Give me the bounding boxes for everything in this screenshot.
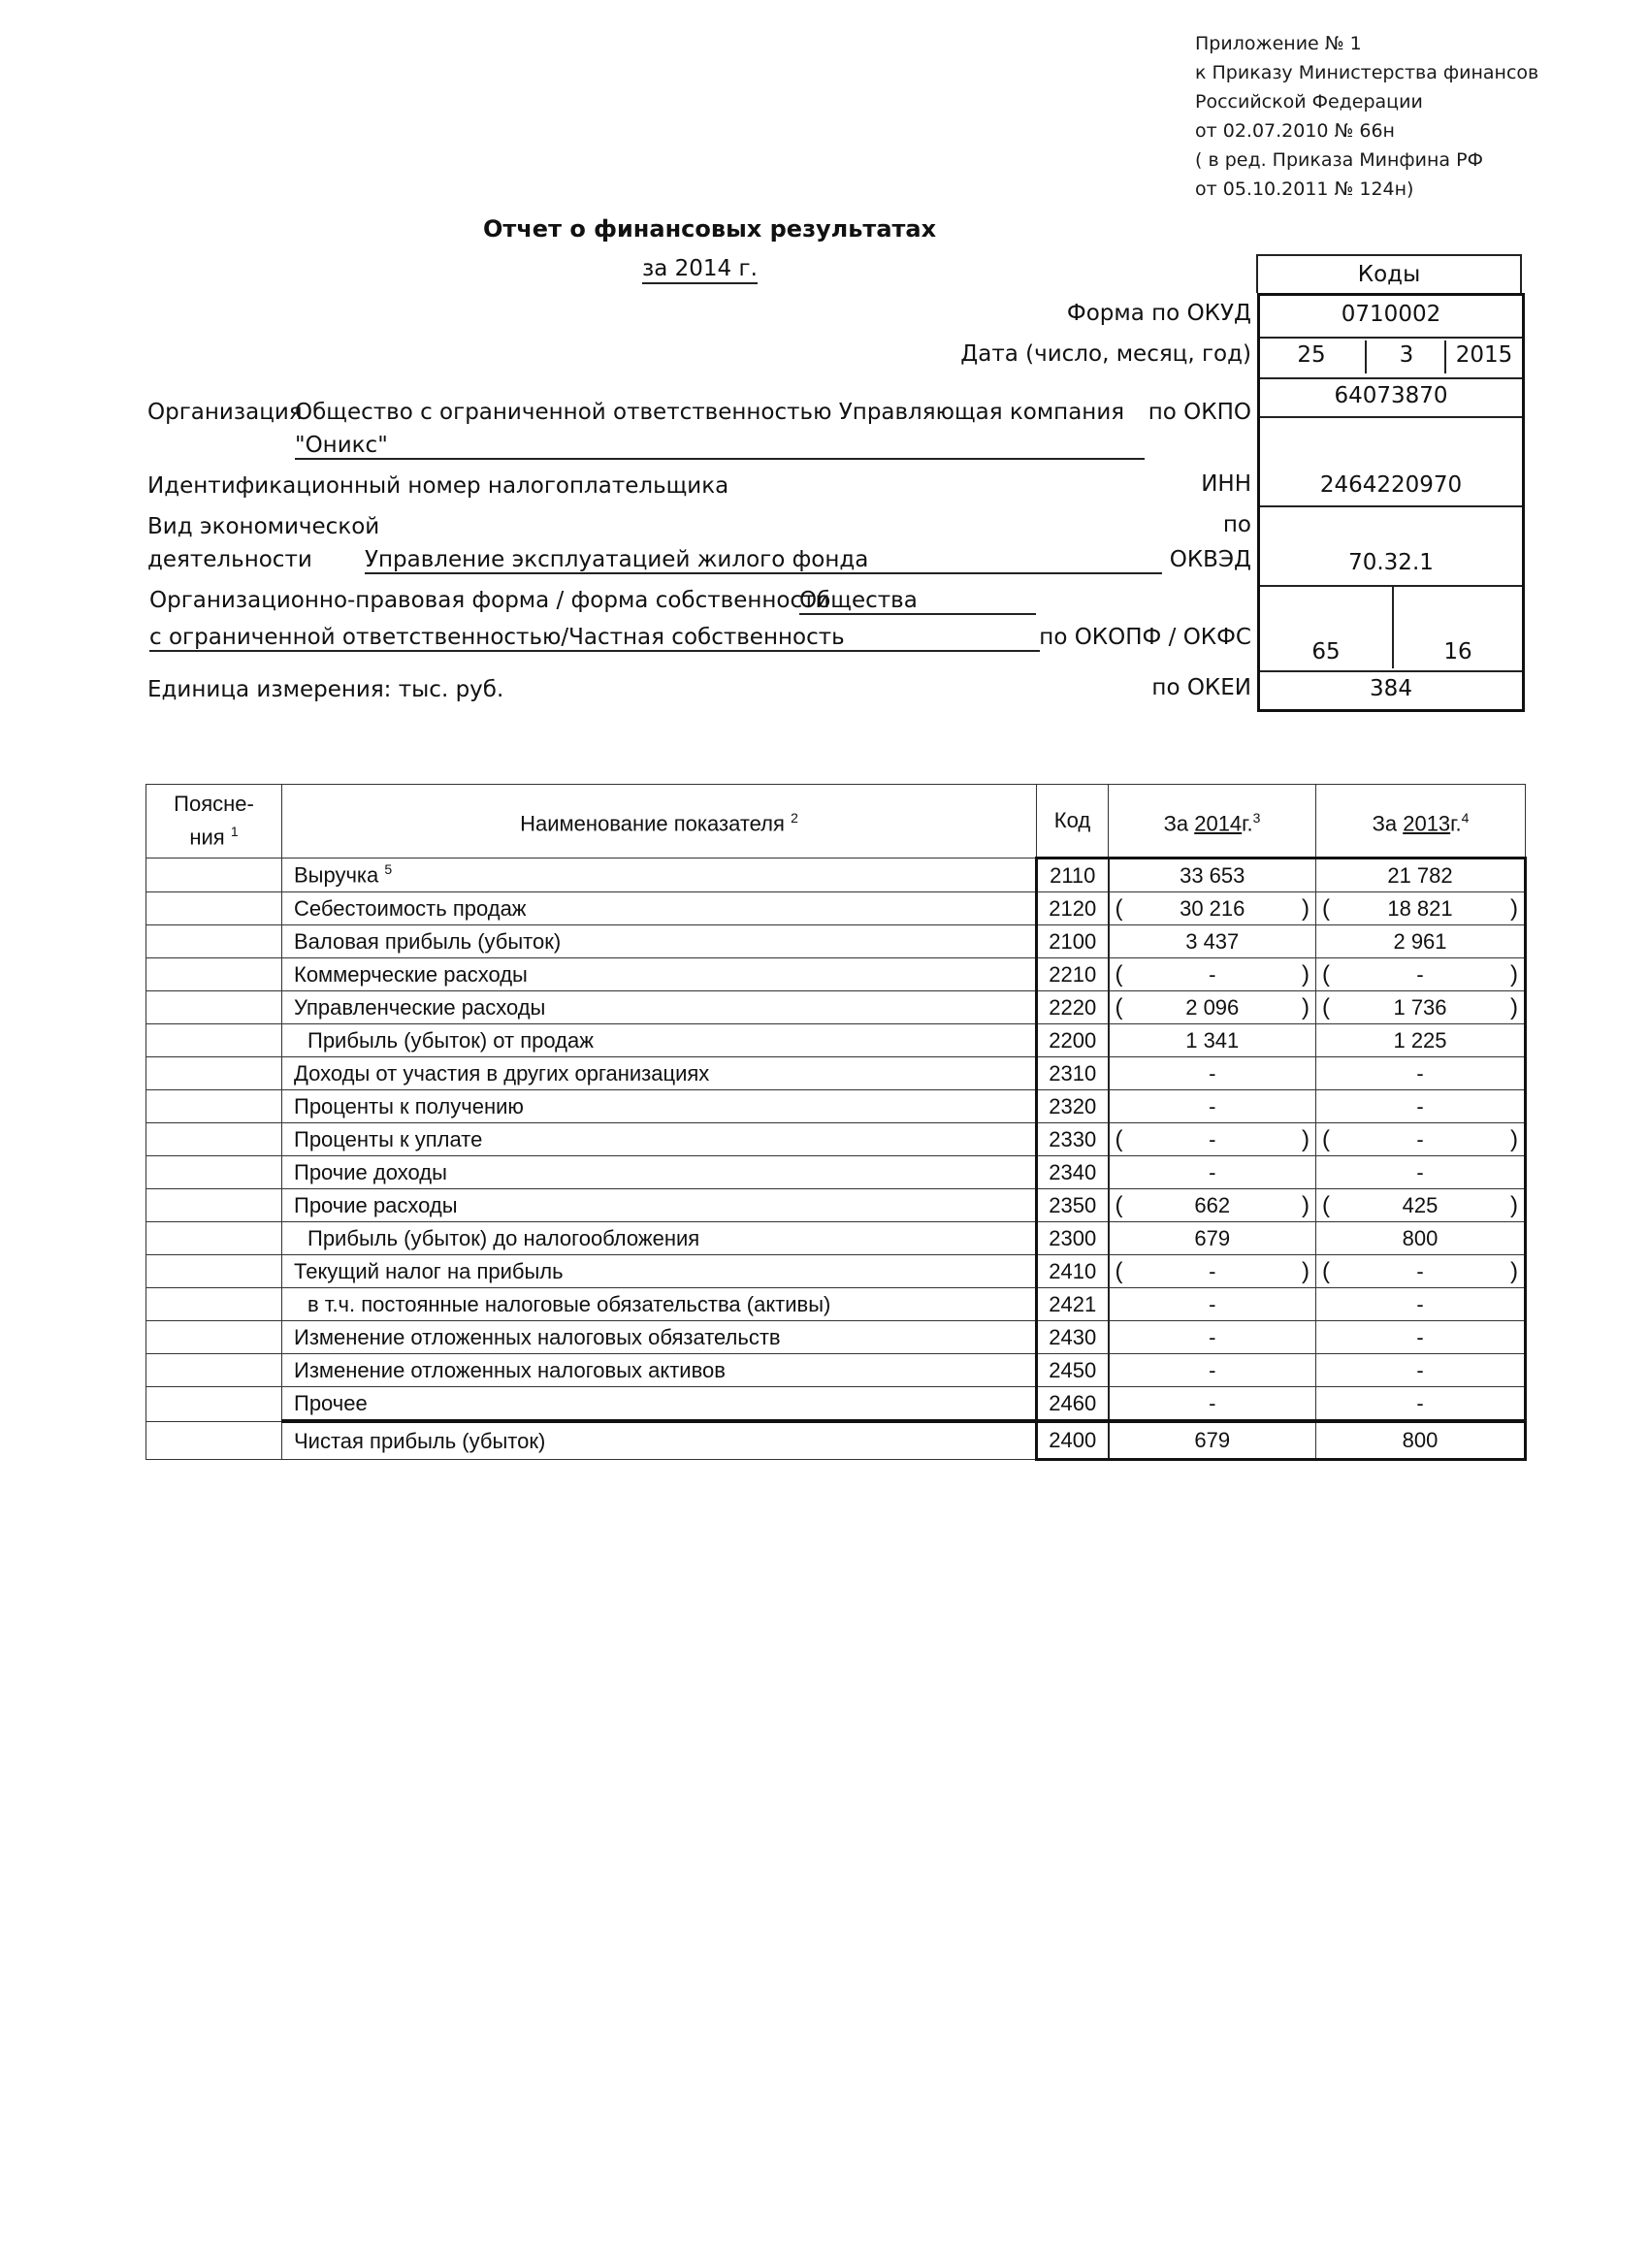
notes-cell	[146, 1024, 282, 1057]
current-year-value	[1109, 1123, 1316, 1156]
okpo-value: 64073870	[1334, 383, 1448, 408]
okved-label-top: по	[1222, 512, 1251, 537]
indicator-name	[282, 1189, 1037, 1222]
okopf-label: по ОКОПФ / ОКФС	[1039, 625, 1251, 650]
close-paren: )	[1510, 960, 1518, 988]
indicator-name	[282, 859, 1037, 892]
appendix-line: от 02.07.2010 № 66н	[1195, 120, 1395, 142]
current-year-value: 3 437	[1109, 925, 1316, 958]
indicator-name-text: Выручка	[294, 862, 379, 888]
current-year-value: -	[1109, 1288, 1316, 1321]
indicator-name-text: Прочие расходы	[294, 1192, 458, 1217]
previous-year-value: 21 782	[1316, 859, 1526, 892]
current-year-value-value: -	[1209, 1126, 1216, 1151]
indicator-name-text: Изменение отложенных налоговых обязательств	[294, 1324, 781, 1349]
previous-year-sup: 4	[1461, 809, 1470, 826]
okved-value: 70.32.1	[1348, 550, 1434, 575]
financial-results-table	[146, 784, 1527, 1461]
report-title: Отчет о финансовых результатах	[483, 215, 937, 243]
close-paren: )	[1302, 1191, 1310, 1218]
table-row	[146, 1156, 1526, 1189]
notes-cell	[146, 1123, 282, 1156]
indicator-name	[282, 1222, 1037, 1255]
previous-year-value: 2013	[1403, 811, 1451, 836]
codes-box	[1257, 293, 1525, 712]
current-year-value: -	[1109, 1387, 1316, 1422]
previous-year-value-value: 1 736	[1393, 994, 1447, 1020]
table-row	[146, 1288, 1526, 1321]
close-paren: )	[1302, 894, 1310, 922]
notes-cell	[146, 892, 282, 925]
open-paren: (	[1322, 960, 1330, 988]
table-row	[146, 1057, 1526, 1090]
current-year-value: 2014	[1194, 811, 1243, 836]
table-row	[146, 1123, 1526, 1156]
previous-year-value	[1316, 892, 1526, 925]
notes-cell	[146, 1189, 282, 1222]
indicator-name-text: Управленческие расходы	[294, 994, 546, 1020]
appendix-line: к Приказу Министерства финансов	[1195, 62, 1539, 83]
indicator-name-text: Прочие доходы	[294, 1159, 447, 1184]
notes-cell	[146, 859, 282, 892]
previous-year-value: -	[1316, 1090, 1526, 1123]
table-row	[146, 1321, 1526, 1354]
previous-year-value: -	[1316, 1321, 1526, 1354]
indicator-name-text: в т.ч. постоянные налоговые обязательства (активы)	[307, 1291, 831, 1316]
notes-cell	[146, 1288, 282, 1321]
indicator-name	[282, 1354, 1037, 1387]
table-row	[146, 1421, 1526, 1460]
indicator-name-text: Коммерческие расходы	[294, 961, 528, 987]
previous-year-value	[1316, 1123, 1526, 1156]
notes-cell	[146, 1090, 282, 1123]
previous-year-value	[1316, 1189, 1526, 1222]
current-year-suffix: г.	[1242, 811, 1253, 836]
table-row	[146, 1024, 1526, 1057]
indicator-name	[282, 1057, 1037, 1090]
report-period: за 2014 г.	[642, 256, 758, 284]
indicator-name-text: Проценты к получению	[294, 1093, 524, 1118]
table-row	[146, 1189, 1526, 1222]
date-month: 3	[1399, 342, 1414, 368]
financial-results-body	[146, 859, 1526, 1460]
current-year-value: -	[1109, 1354, 1316, 1387]
previous-year-value: -	[1316, 1387, 1526, 1422]
line-code: 2330	[1037, 1123, 1109, 1156]
notes-cell	[146, 1156, 282, 1189]
previous-year-value	[1316, 1255, 1526, 1288]
line-code: 2310	[1037, 1057, 1109, 1090]
line-code: 2220	[1037, 991, 1109, 1024]
current-year-value-value: -	[1209, 961, 1216, 987]
okpo-label: по ОКПО	[1148, 400, 1251, 425]
close-paren: )	[1510, 993, 1518, 1021]
table-row	[146, 1090, 1526, 1123]
previous-year-value-value: -	[1416, 961, 1424, 987]
current-year-value-value: 662	[1194, 1192, 1231, 1217]
table-row	[146, 991, 1526, 1024]
line-code: 2350	[1037, 1189, 1109, 1222]
indicator-name-text: Проценты к уплате	[294, 1126, 483, 1151]
current-year-value-value: 30 216	[1180, 895, 1245, 921]
indicator-name	[282, 1421, 1037, 1460]
indicator-name	[282, 1123, 1037, 1156]
appendix-line: ( в ред. Приказа Минфина РФ	[1195, 149, 1483, 171]
line-code: 2340	[1037, 1156, 1109, 1189]
line-code: 2120	[1037, 892, 1109, 925]
table-row	[146, 1255, 1526, 1288]
open-paren: (	[1322, 894, 1330, 922]
org-name-line1: Общество с ограниченной ответственностью Управляющая компания	[295, 400, 1125, 425]
line-code: 2430	[1037, 1321, 1109, 1354]
indicator-name	[282, 1288, 1037, 1321]
open-paren: (	[1115, 1125, 1123, 1152]
close-paren: )	[1302, 993, 1310, 1021]
name-header	[282, 785, 1037, 859]
date-day: 25	[1297, 342, 1326, 368]
codes-header: Коды	[1256, 254, 1522, 293]
current-year-value	[1109, 991, 1316, 1024]
okopf-value: 65	[1311, 639, 1341, 664]
okei-label: по ОКЕИ	[1151, 675, 1251, 700]
previous-year-suffix: г.	[1450, 811, 1462, 836]
legal-form-label: Организационно-правовая форма / форма собственности	[149, 588, 830, 613]
indicator-name-text: Текущий налог на прибыль	[294, 1258, 564, 1283]
indicator-name	[282, 1090, 1037, 1123]
notes-cell	[146, 1255, 282, 1288]
table-row	[146, 1222, 1526, 1255]
okfs-value: 16	[1443, 639, 1472, 664]
current-year-header	[1109, 785, 1316, 859]
previous-year-value: 1 225	[1316, 1024, 1526, 1057]
previous-year-prefix: За	[1372, 811, 1398, 836]
current-year-value: -	[1109, 1090, 1316, 1123]
close-paren: )	[1510, 1191, 1518, 1218]
current-year-sup: 3	[1252, 809, 1261, 826]
appendix-note	[1195, 29, 1538, 204]
notes-header-line2: ния	[189, 825, 225, 850]
open-paren: (	[1322, 1125, 1330, 1152]
okud-value: 0710002	[1341, 302, 1441, 327]
open-paren: (	[1322, 1191, 1330, 1218]
name-header-sup: 2	[791, 810, 798, 826]
notes-cell	[146, 958, 282, 991]
previous-year-value: 2 961	[1316, 925, 1526, 958]
line-code: 2300	[1037, 1222, 1109, 1255]
indicator-name	[282, 958, 1037, 991]
indicator-name-text: Прочее	[294, 1390, 368, 1415]
indicator-footnote: 5	[384, 861, 393, 878]
indicator-name-text: Доходы от участия в других организациях	[294, 1060, 710, 1085]
inn-value: 2464220970	[1319, 472, 1463, 498]
current-year-value: 33 653	[1109, 859, 1316, 892]
close-paren: )	[1302, 960, 1310, 988]
activity-value: Управление эксплуатацией жилого фонда	[365, 547, 1162, 574]
inn-description: Идентификационный номер налогоплательщика	[147, 473, 729, 499]
indicator-name	[282, 991, 1037, 1024]
table-row	[146, 859, 1526, 892]
previous-year-value-value: 18 821	[1387, 895, 1453, 921]
name-header-text: Наименование показателя	[520, 811, 785, 836]
previous-year-header	[1316, 785, 1526, 859]
indicator-name	[282, 1255, 1037, 1288]
line-code: 2200	[1037, 1024, 1109, 1057]
org-label: Организация	[147, 400, 303, 425]
indicator-name-text: Прибыль (убыток) от продаж	[307, 1027, 594, 1053]
indicator-name	[282, 892, 1037, 925]
table-row	[146, 1354, 1526, 1387]
current-year-value-value: -	[1209, 1258, 1216, 1283]
indicator-name	[282, 925, 1037, 958]
notes-header-line1: Поясне-	[174, 792, 254, 817]
line-code: 2450	[1037, 1354, 1109, 1387]
line-code: 2410	[1037, 1255, 1109, 1288]
line-code: 2421	[1037, 1288, 1109, 1321]
current-year-value: -	[1109, 1156, 1316, 1189]
notes-cell	[146, 1354, 282, 1387]
code-header: Код	[1037, 785, 1109, 859]
open-paren: (	[1115, 894, 1123, 922]
indicator-name	[282, 1156, 1037, 1189]
notes-cell	[146, 1222, 282, 1255]
open-paren: (	[1115, 993, 1123, 1021]
activity-label-line1: Вид экономической	[147, 514, 380, 539]
previous-year-value-value: -	[1416, 1258, 1424, 1283]
indicator-name-text: Валовая прибыль (убыток)	[294, 928, 562, 954]
activity-label-line2: деятельности	[147, 547, 312, 572]
previous-year-value: 800	[1316, 1222, 1526, 1255]
current-year-value	[1109, 1255, 1316, 1288]
close-paren: )	[1510, 1257, 1518, 1284]
line-code: 2400	[1037, 1421, 1109, 1460]
close-paren: )	[1302, 1257, 1310, 1284]
notes-cell	[146, 991, 282, 1024]
current-year-value: 679	[1109, 1421, 1316, 1460]
okud-label: Форма по ОКУД	[1066, 301, 1251, 326]
current-year-value: -	[1109, 1057, 1316, 1090]
notes-cell	[146, 1057, 282, 1090]
current-year-value	[1109, 892, 1316, 925]
indicator-name-text: Чистая прибыль (убыток)	[294, 1428, 546, 1453]
table-row	[146, 958, 1526, 991]
close-paren: )	[1510, 894, 1518, 922]
previous-year-value-value: 425	[1402, 1192, 1439, 1217]
notes-cell	[146, 1321, 282, 1354]
indicator-name	[282, 1024, 1037, 1057]
current-year-value-value: 2 096	[1185, 994, 1240, 1020]
notes-cell	[146, 925, 282, 958]
table-row	[146, 1387, 1526, 1422]
close-paren: )	[1302, 1125, 1310, 1152]
legal-form-line1: Общества	[799, 588, 1036, 615]
previous-year-value: -	[1316, 1156, 1526, 1189]
indicator-name-text: Прибыль (убыток) до налогообложения	[307, 1225, 700, 1250]
current-year-value: -	[1109, 1321, 1316, 1354]
indicator-name	[282, 1321, 1037, 1354]
previous-year-value	[1316, 958, 1526, 991]
open-paren: (	[1115, 960, 1123, 988]
open-paren: (	[1322, 993, 1330, 1021]
line-code: 2320	[1037, 1090, 1109, 1123]
previous-year-value: -	[1316, 1288, 1526, 1321]
line-code: 2110	[1037, 859, 1109, 892]
okei-value: 384	[1370, 676, 1412, 701]
notes-cell	[146, 1421, 282, 1460]
current-year-value	[1109, 958, 1316, 991]
current-year-value: 679	[1109, 1222, 1316, 1255]
indicator-name	[282, 1387, 1037, 1422]
notes-header-sup: 1	[230, 824, 239, 840]
open-paren: (	[1115, 1257, 1123, 1284]
appendix-line: от 05.10.2011 № 124н)	[1195, 178, 1414, 200]
indicator-name-text: Себестоимость продаж	[294, 895, 527, 921]
previous-year-value: -	[1316, 1354, 1526, 1387]
table-row	[146, 892, 1526, 925]
open-paren: (	[1115, 1191, 1123, 1218]
notes-cell	[146, 1387, 282, 1422]
previous-year-value: -	[1316, 1057, 1526, 1090]
previous-year-value	[1316, 991, 1526, 1024]
table-header-row	[146, 785, 1526, 859]
org-name-line2: "Оникс"	[295, 433, 1145, 460]
date-year: 2015	[1455, 342, 1513, 368]
line-code: 2460	[1037, 1387, 1109, 1422]
previous-year-value: 800	[1316, 1421, 1526, 1460]
unit-label: Единица измерения: тыс. руб.	[147, 677, 504, 702]
notes-header	[146, 785, 282, 859]
current-year-value: 1 341	[1109, 1024, 1316, 1057]
current-year-value	[1109, 1189, 1316, 1222]
table-row	[146, 925, 1526, 958]
previous-year-value-value: -	[1416, 1126, 1424, 1151]
current-year-prefix: За	[1163, 811, 1189, 836]
open-paren: (	[1322, 1257, 1330, 1284]
indicator-name-text: Изменение отложенных налоговых активов	[294, 1357, 726, 1382]
legal-form-line2: с ограниченной ответственностью/Частная собственность	[149, 625, 1040, 652]
appendix-line: Приложение № 1	[1195, 33, 1362, 54]
date-label: Дата (число, месяц, год)	[960, 341, 1251, 367]
inn-label: ИНН	[1201, 471, 1251, 497]
line-code: 2100	[1037, 925, 1109, 958]
close-paren: )	[1510, 1125, 1518, 1152]
line-code: 2210	[1037, 958, 1109, 991]
appendix-line: Российской Федерации	[1195, 91, 1423, 113]
okved-label: ОКВЭД	[1169, 547, 1251, 572]
